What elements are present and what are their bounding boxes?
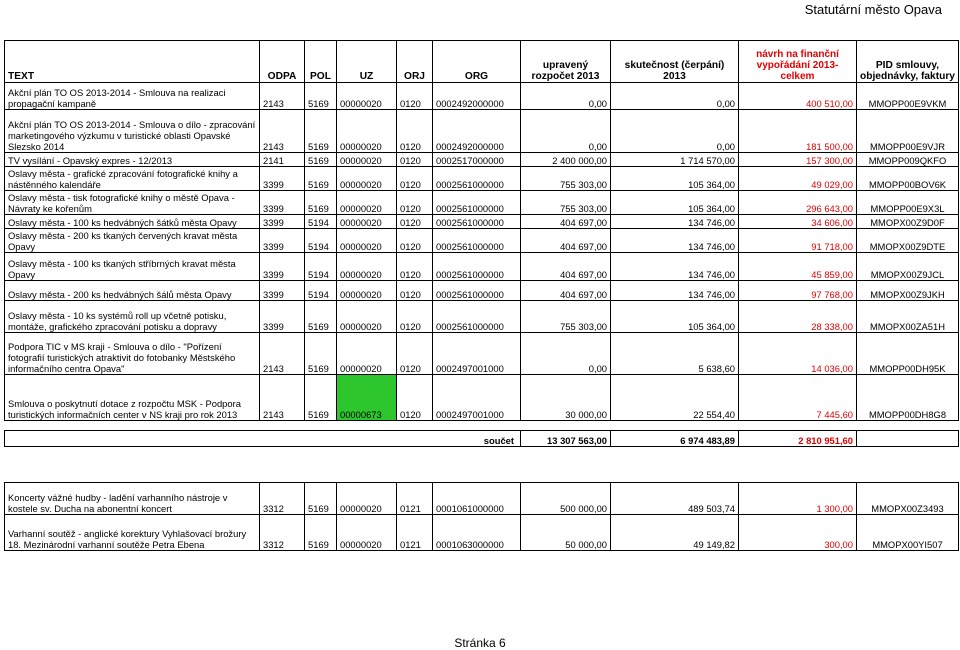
table-row bbox=[5, 110, 959, 153]
col-uz: UZ bbox=[337, 41, 397, 83]
cell-proposal: 300,00 bbox=[739, 515, 857, 551]
cell-org: 0002561000000 bbox=[433, 191, 521, 215]
cell-proposal: 157 300,00 bbox=[739, 153, 857, 167]
cell-odpa: 3312 bbox=[260, 515, 305, 551]
cell-orj: 0120 bbox=[397, 191, 433, 215]
cell-budget: 755 303,00 bbox=[521, 191, 611, 215]
table-row bbox=[5, 483, 959, 515]
cell-budget: 50 000,00 bbox=[521, 515, 611, 551]
table-row bbox=[5, 515, 959, 551]
cell-pid: MMOPP00E9VKM bbox=[857, 83, 959, 110]
cell-odpa: 2143 bbox=[260, 375, 305, 421]
page-footer: Stránka 6 bbox=[454, 636, 506, 650]
cell-pid: MMOPP00DH8G8 bbox=[857, 375, 959, 421]
cell-uz: 00000020 bbox=[337, 215, 397, 229]
cell-proposal: 91 718,00 bbox=[739, 229, 857, 253]
cell-uz: 00000020 bbox=[337, 229, 397, 253]
col-budget: upravený rozpočet 2013 bbox=[521, 41, 611, 83]
cell-text: Podpora TIC v MS kraji - Smlouva o dílo - "Pořízení fotografií turistických atraktivit do fotobanky Městského informačního centra Opava" bbox=[5, 333, 260, 375]
cell-actual: 5 638,60 bbox=[611, 333, 739, 375]
cell-pol: 5169 bbox=[305, 191, 337, 215]
table-row bbox=[5, 215, 959, 229]
cell-odpa: 3399 bbox=[260, 215, 305, 229]
cell-actual: 134 746,00 bbox=[611, 229, 739, 253]
cell-budget: 30 000,00 bbox=[521, 375, 611, 421]
cell-uz: 00000020 bbox=[337, 253, 397, 281]
cell-pol: 5169 bbox=[305, 483, 337, 515]
table-row bbox=[5, 83, 959, 110]
cell-text: Oslavy města - 10 ks systémů roll up včetně potisku, montáže, grafického zpracování potisku a dopravy bbox=[5, 301, 260, 333]
cell-proposal: 400 510,00 bbox=[739, 83, 857, 110]
cell-actual: 105 364,00 bbox=[611, 301, 739, 333]
cell-pid: MMOPP00BOV6K bbox=[857, 167, 959, 191]
sum-proposal: 2 810 951,60 bbox=[739, 431, 857, 447]
table-row bbox=[5, 253, 959, 281]
cell-uz: 00000020 bbox=[337, 153, 397, 167]
cell-orj: 0120 bbox=[397, 167, 433, 191]
cell-org: 0001063000000 bbox=[433, 515, 521, 551]
cell-org: 0002517000000 bbox=[433, 153, 521, 167]
cell-pol: 5194 bbox=[305, 215, 337, 229]
cell-pid: MMOPX00Z9D0F bbox=[857, 215, 959, 229]
budget-table bbox=[4, 40, 959, 551]
cell-org: 0002561000000 bbox=[433, 167, 521, 191]
cell-org: 0002497001000 bbox=[433, 375, 521, 421]
cell-orj: 0120 bbox=[397, 215, 433, 229]
table-row bbox=[5, 167, 959, 191]
cell-proposal: 34 606,00 bbox=[739, 215, 857, 229]
cell-proposal: 49 029,00 bbox=[739, 167, 857, 191]
cell-actual: 0,00 bbox=[611, 110, 739, 153]
cell-text: Oslavy města - 100 ks tkaných stříbrných kravat města Opavy bbox=[5, 253, 260, 281]
table-row bbox=[5, 333, 959, 375]
cell-actual: 1 714 570,00 bbox=[611, 153, 739, 167]
cell-proposal: 14 036,00 bbox=[739, 333, 857, 375]
cell-org: 0002561000000 bbox=[433, 301, 521, 333]
cell-orj: 0120 bbox=[397, 153, 433, 167]
cell-pid: MMOPP00E9X3L bbox=[857, 191, 959, 215]
sum-row bbox=[5, 431, 959, 447]
cell-text: Oslavy města - 100 ks hedvábných šátků města Opavy bbox=[5, 215, 260, 229]
cell-actual: 0,00 bbox=[611, 83, 739, 110]
cell-budget: 0,00 bbox=[521, 333, 611, 375]
cell-pid: MMOPX00Z9JKH bbox=[857, 281, 959, 301]
cell-pid: MMOPX00Z9DTE bbox=[857, 229, 959, 253]
cell-org: 0002561000000 bbox=[433, 229, 521, 253]
col-actual: skutečnost (čerpání) 2013 bbox=[611, 41, 739, 83]
cell-org: 0001061000000 bbox=[433, 483, 521, 515]
cell-uz: 00000673 bbox=[337, 375, 397, 421]
cell-text: Akční plán TO OS 2013-2014 - Smlouva o dílo - zpracování marketingového výzkumu v turistické oblasti Opavské Slezsko 2014 bbox=[5, 110, 260, 153]
cell-actual: 22 554,40 bbox=[611, 375, 739, 421]
cell-odpa: 3399 bbox=[260, 253, 305, 281]
col-orj: ORJ bbox=[397, 41, 433, 83]
cell-pol: 5169 bbox=[305, 375, 337, 421]
cell-proposal: 28 338,00 bbox=[739, 301, 857, 333]
cell-org: 0002492000000 bbox=[433, 83, 521, 110]
table-header-row bbox=[5, 41, 959, 83]
cell-pid: MMOPX00YI507 bbox=[857, 515, 959, 551]
cell-org: 0002561000000 bbox=[433, 253, 521, 281]
cell-actual: 105 364,00 bbox=[611, 167, 739, 191]
cell-budget: 404 697,00 bbox=[521, 229, 611, 253]
cell-pid: MMOPX00Z3493 bbox=[857, 483, 959, 515]
cell-budget: 404 697,00 bbox=[521, 215, 611, 229]
cell-orj: 0120 bbox=[397, 110, 433, 153]
cell-org: 0002492000000 bbox=[433, 110, 521, 153]
cell-budget: 404 697,00 bbox=[521, 281, 611, 301]
cell-uz: 00000020 bbox=[337, 167, 397, 191]
col-pid: PID smlouvy, objednávky, faktury bbox=[857, 41, 959, 83]
cell-proposal: 1 300,00 bbox=[739, 483, 857, 515]
cell-pid: MMOPP00E9VJR bbox=[857, 110, 959, 153]
cell-budget: 500 000,00 bbox=[521, 483, 611, 515]
cell-orj: 0121 bbox=[397, 515, 433, 551]
cell-pol: 5169 bbox=[305, 301, 337, 333]
cell-uz: 00000020 bbox=[337, 515, 397, 551]
cell-odpa: 2143 bbox=[260, 83, 305, 110]
cell-odpa: 3312 bbox=[260, 483, 305, 515]
cell-odpa: 3399 bbox=[260, 301, 305, 333]
cell-text: TV vysílání - Opavský expres - 12/2013 bbox=[5, 153, 260, 167]
cell-proposal: 7 445,60 bbox=[739, 375, 857, 421]
page-header: Statutární město Opava bbox=[804, 2, 942, 17]
cell-pol: 5169 bbox=[305, 153, 337, 167]
cell-text: Varhanní soutěž - anglické korektury Vyhlašovací brožury 18. Mezinárodní varhanní soutěže Petra Ebena bbox=[5, 515, 260, 551]
cell-actual: 134 746,00 bbox=[611, 253, 739, 281]
col-text: TEXT bbox=[5, 41, 260, 83]
cell-budget: 755 303,00 bbox=[521, 301, 611, 333]
cell-pol: 5169 bbox=[305, 515, 337, 551]
cell-proposal: 181 500,00 bbox=[739, 110, 857, 153]
sum-actual: 6 974 483,89 bbox=[611, 431, 739, 447]
cell-text: Koncerty vážné hudby - ladění varhanního nástroje v kostele sv. Ducha na abonentní koncert bbox=[5, 483, 260, 515]
cell-proposal: 296 643,00 bbox=[739, 191, 857, 215]
cell-text: Oslavy města - tisk fotografické knihy o městě Opava - Návraty ke kořenům bbox=[5, 191, 260, 215]
cell-uz: 00000020 bbox=[337, 483, 397, 515]
cell-pid: MMOPX00Z9JCL bbox=[857, 253, 959, 281]
cell-pol: 5194 bbox=[305, 253, 337, 281]
cell-orj: 0121 bbox=[397, 483, 433, 515]
cell-pol: 5169 bbox=[305, 333, 337, 375]
cell-orj: 0120 bbox=[397, 301, 433, 333]
table-row bbox=[5, 375, 959, 421]
table-row bbox=[5, 191, 959, 215]
cell-budget: 2 400 000,00 bbox=[521, 153, 611, 167]
cell-org: 0002561000000 bbox=[433, 215, 521, 229]
cell-text: Oslavy města - 200 ks tkaných červených kravat města Opavy bbox=[5, 229, 260, 253]
cell-actual: 489 503,74 bbox=[611, 483, 739, 515]
cell-uz: 00000020 bbox=[337, 333, 397, 375]
cell-text: Akční plán TO OS 2013-2014 - Smlouva na realizaci propagační kampaně bbox=[5, 83, 260, 110]
cell-budget: 0,00 bbox=[521, 83, 611, 110]
cell-pid: MMOPP009QKFO bbox=[857, 153, 959, 167]
table-row bbox=[5, 281, 959, 301]
cell-orj: 0120 bbox=[397, 333, 433, 375]
cell-proposal: 97 768,00 bbox=[739, 281, 857, 301]
cell-pol: 5169 bbox=[305, 83, 337, 110]
cell-pol: 5169 bbox=[305, 167, 337, 191]
cell-pid: MMOPP00DH95K bbox=[857, 333, 959, 375]
cell-text: Smlouva o poskytnutí dotace z rozpočtu MSK - Podpora turistických informačních center v NS kraji pro rok 2013 bbox=[5, 375, 260, 421]
cell-orj: 0120 bbox=[397, 229, 433, 253]
cell-pol: 5194 bbox=[305, 229, 337, 253]
table-row bbox=[5, 153, 959, 167]
cell-proposal: 45 859,00 bbox=[739, 253, 857, 281]
cell-pol: 5169 bbox=[305, 110, 337, 153]
cell-orj: 0120 bbox=[397, 83, 433, 110]
cell-budget: 0,00 bbox=[521, 110, 611, 153]
col-odpa: ODPA bbox=[260, 41, 305, 83]
cell-odpa: 3399 bbox=[260, 229, 305, 253]
sum-budget: 13 307 563,00 bbox=[521, 431, 611, 447]
cell-pid: MMOPX00ZA51H bbox=[857, 301, 959, 333]
cell-odpa: 3399 bbox=[260, 191, 305, 215]
col-org: ORG bbox=[433, 41, 521, 83]
cell-budget: 404 697,00 bbox=[521, 253, 611, 281]
cell-orj: 0120 bbox=[397, 253, 433, 281]
cell-uz: 00000020 bbox=[337, 301, 397, 333]
cell-odpa: 2143 bbox=[260, 110, 305, 153]
cell-org: 0002497001000 bbox=[433, 333, 521, 375]
cell-org: 0002561000000 bbox=[433, 281, 521, 301]
cell-odpa: 2141 bbox=[260, 153, 305, 167]
sum-label: součet bbox=[5, 431, 521, 447]
cell-orj: 0120 bbox=[397, 375, 433, 421]
cell-actual: 105 364,00 bbox=[611, 191, 739, 215]
cell-text: Oslavy města - grafické zpracování fotografické knihy a nástěnného kalendáře bbox=[5, 167, 260, 191]
table-row bbox=[5, 229, 959, 253]
cell-actual: 134 746,00 bbox=[611, 215, 739, 229]
cell-uz: 00000020 bbox=[337, 191, 397, 215]
cell-text: Oslavy města - 200 ks hedvábných šálů města Opavy bbox=[5, 281, 260, 301]
col-proposal: návrh na finanční vypořádání 2013-celkem bbox=[739, 41, 857, 83]
cell-odpa: 3399 bbox=[260, 281, 305, 301]
cell-odpa: 3399 bbox=[260, 167, 305, 191]
cell-odpa: 2143 bbox=[260, 333, 305, 375]
cell-uz: 00000020 bbox=[337, 83, 397, 110]
cell-budget: 755 303,00 bbox=[521, 167, 611, 191]
table-row bbox=[5, 301, 959, 333]
cell-uz: 00000020 bbox=[337, 281, 397, 301]
cell-uz: 00000020 bbox=[337, 110, 397, 153]
cell-actual: 49 149,82 bbox=[611, 515, 739, 551]
cell-pol: 5194 bbox=[305, 281, 337, 301]
cell-orj: 0120 bbox=[397, 281, 433, 301]
col-pol: POL bbox=[305, 41, 337, 83]
cell-actual: 134 746,00 bbox=[611, 281, 739, 301]
